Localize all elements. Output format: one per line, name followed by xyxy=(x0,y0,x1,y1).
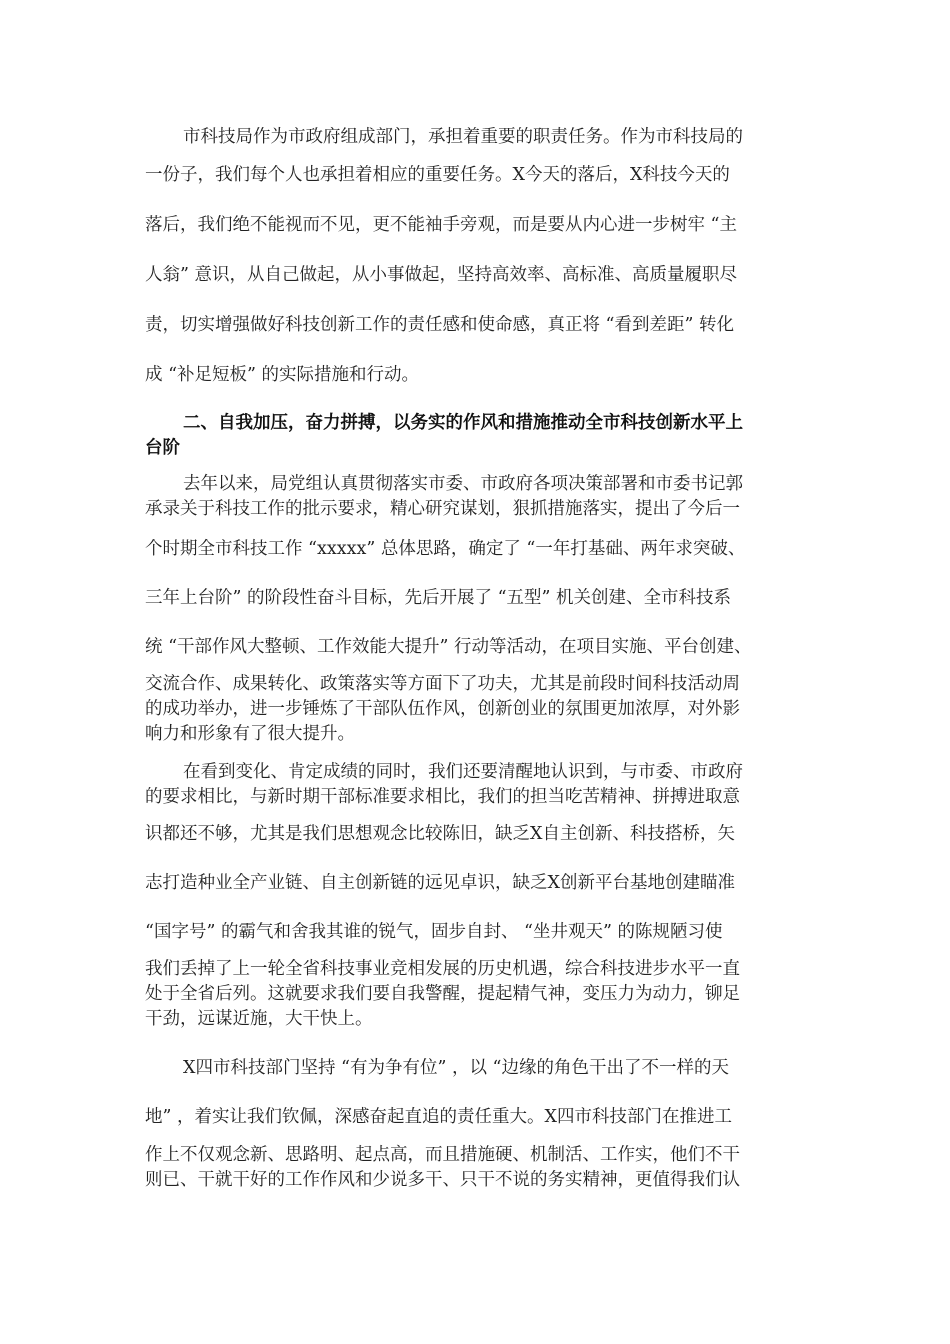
text-line: X四市科技部门坚持 “有为争有位” ，以 “边缘的角色干出了不一样的天 xyxy=(183,1058,729,1078)
text-line: 的要求相比，与新时期干部标准要求相比，我们的担当吃苦精神、拼搏进取意 xyxy=(145,787,740,807)
text-line: 我们丢掉了上一轮全省科技事业竞相发展的历史机遇，综合科技进步水平一直 xyxy=(145,959,740,979)
heading-line: 台阶 xyxy=(145,438,180,458)
text-line: 去年以来，局党组认真贯彻落实市委、市政府各项决策部署和市委书记郭 xyxy=(183,474,743,494)
text-line: 落后，我们绝不能视而不见，更不能袖手旁观，而是要从内心进一步树牢 “主 xyxy=(145,215,738,235)
text-line: 承录关于科技工作的批示要求，精心研究谋划，狠抓措施落实，提出了今后一 xyxy=(145,499,740,519)
text-line: 的成功举办，进一步锤炼了干部队伍作风，创新创业的氛围更加浓厚，对外影 xyxy=(145,699,740,719)
text-line: 一份子，我们每个人也承担着相应的重要任务。X今天的落后，X科技今天的 xyxy=(145,165,730,185)
text-line: 人翁” 意识，从自己做起，从小事做起，坚持高效率、高标准、高质量履职尽 xyxy=(145,265,738,285)
text-line: 识都还不够，尤其是我们思想观念比较陈旧，缺乏X自主创新、科技搭桥，矢 xyxy=(145,824,735,844)
text-line: 个时期全市科技工作 “xxxxx” 总体思路，确定了 “一年打基础、两年求突破、 xyxy=(145,539,746,559)
text-line: 在看到变化、肯定成绩的同时，我们还要清醒地认识到，与市委、市政府 xyxy=(183,762,743,782)
text-line: 干劲，远谋近施，大干快上。 xyxy=(145,1009,373,1029)
heading-line: 二、自我加压，奋力拼搏，以务实的作风和措施推动全市科技创新水平上 xyxy=(183,413,743,433)
text-line: “国字号” 的霸气和舍我其谁的锐气，固步自封、 “坐井观天” 的陈规陋习使 xyxy=(145,922,723,942)
text-line: 则已、干就干好的工作作风和少说多干、只干不说的务实精神，更值得我们认 xyxy=(145,1170,740,1190)
text-line: 交流合作、成果转化、政策落实等方面下了功夫，尤其是前段时间科技活动周 xyxy=(145,674,740,694)
text-line: 责，切实增强做好科技创新工作的责任感和使命感，真正将 “看到差距” 转化 xyxy=(145,315,735,335)
text-line: 市科技局作为市政府组成部门，承担着重要的职责任务。作为市科技局的 xyxy=(183,127,743,147)
text-line: 处于全省后列。这就要求我们要自我警醒，提起精气神，变压力为动力，铆足 xyxy=(145,984,740,1004)
text-line: 志打造种业全产业链、自主创新链的远见卓识，缺乏X创新平台基地创建瞄准 xyxy=(145,873,735,893)
text-line: 三年上台阶” 的阶段性奋斗目标，先后开展了 “五型” 机关创建、全市科技系 xyxy=(145,588,732,608)
text-line: 统 “干部作风大整顿、工作效能大提升” 行动等活动，在项目实施、平台创建、 xyxy=(145,637,752,657)
text-line: 成 “补足短板” 的实际措施和行动。 xyxy=(145,365,420,385)
text-line: 地” ，着实让我们钦佩，深感奋起直追的责任重大。X四市科技部门在推进工 xyxy=(145,1107,732,1127)
text-line: 作上不仅观念新、思路明、起点高，而且措施硬、机制活、工作实，他们不干 xyxy=(145,1145,740,1165)
text-line: 响力和形象有了很大提升。 xyxy=(145,724,355,744)
